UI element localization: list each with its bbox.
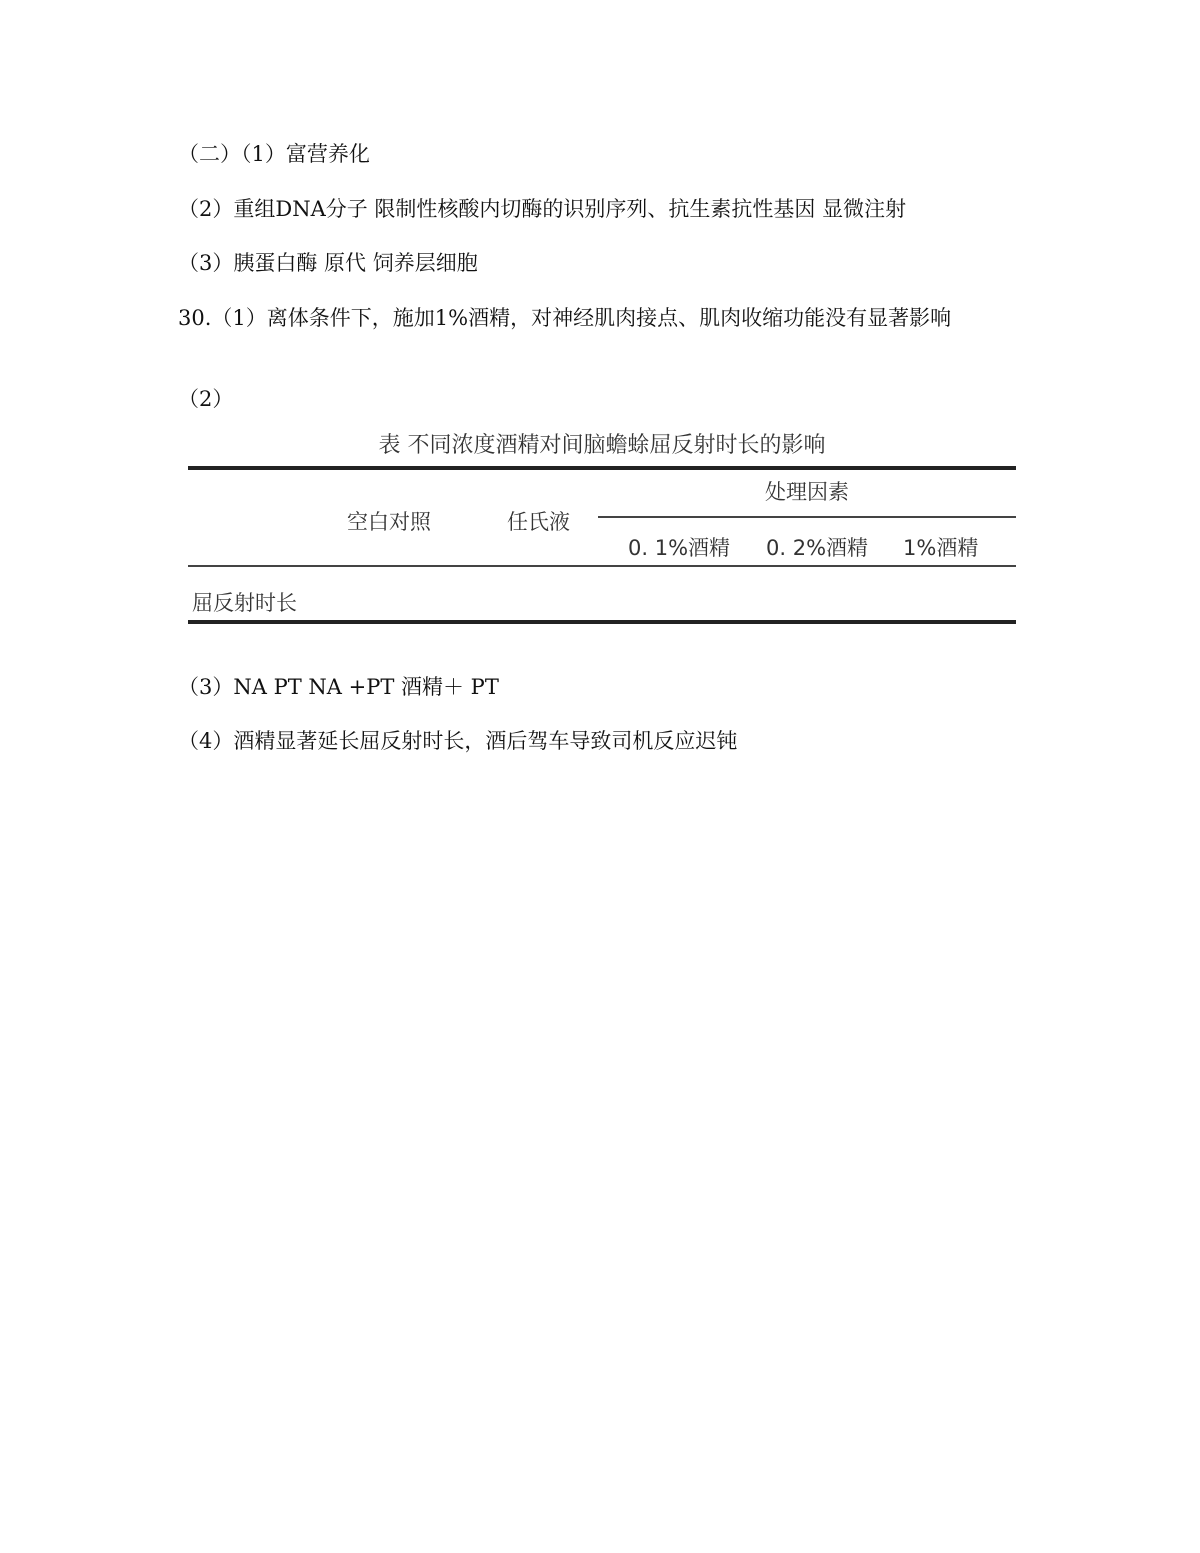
- header-ringer-solution: 任氏液: [507, 510, 570, 534]
- answer-line-30-3: （3）NA PT NA +PT 酒精＋ PT: [178, 675, 499, 699]
- header-alcohol-1: 1%酒精: [903, 536, 979, 560]
- table-top-rule: [188, 466, 1016, 470]
- header-alcohol-0-1: 0. 1%酒精: [628, 536, 731, 560]
- header-blank-control: 空白对照: [347, 510, 431, 534]
- table-bottom-rule: [188, 620, 1016, 624]
- answer-line-30-1: 30.（1）离体条件下，施加1%酒精，对神经肌肉接点、肌肉收缩功能没有显著影响: [178, 306, 952, 330]
- table-title: 表 不同浓度酒精对间脑蟾蜍屈反射时长的影响: [378, 433, 826, 458]
- answer-line-2: （2）重组DNA分子 限制性核酸内切酶的识别序列、抗生素抗性基因 显微注射: [178, 197, 907, 221]
- answer-line-3: （3）胰蛋白酶 原代 饲养层细胞: [178, 251, 478, 275]
- answer-line-30-2: （2）: [178, 387, 234, 411]
- table-sub-rule: [598, 516, 1016, 518]
- table-mid-rule: [188, 565, 1016, 567]
- answer-line-1: （二）（1）富营养化: [178, 142, 370, 166]
- header-alcohol-0-2: 0. 2%酒精: [766, 536, 869, 560]
- header-treatment-factors: 处理因素: [765, 480, 849, 504]
- row-label-reflex-time: 屈反射时长: [192, 591, 297, 615]
- answer-line-30-4: （4）酒精显著延长屈反射时长，酒后驾车导致司机反应迟钝: [178, 729, 738, 753]
